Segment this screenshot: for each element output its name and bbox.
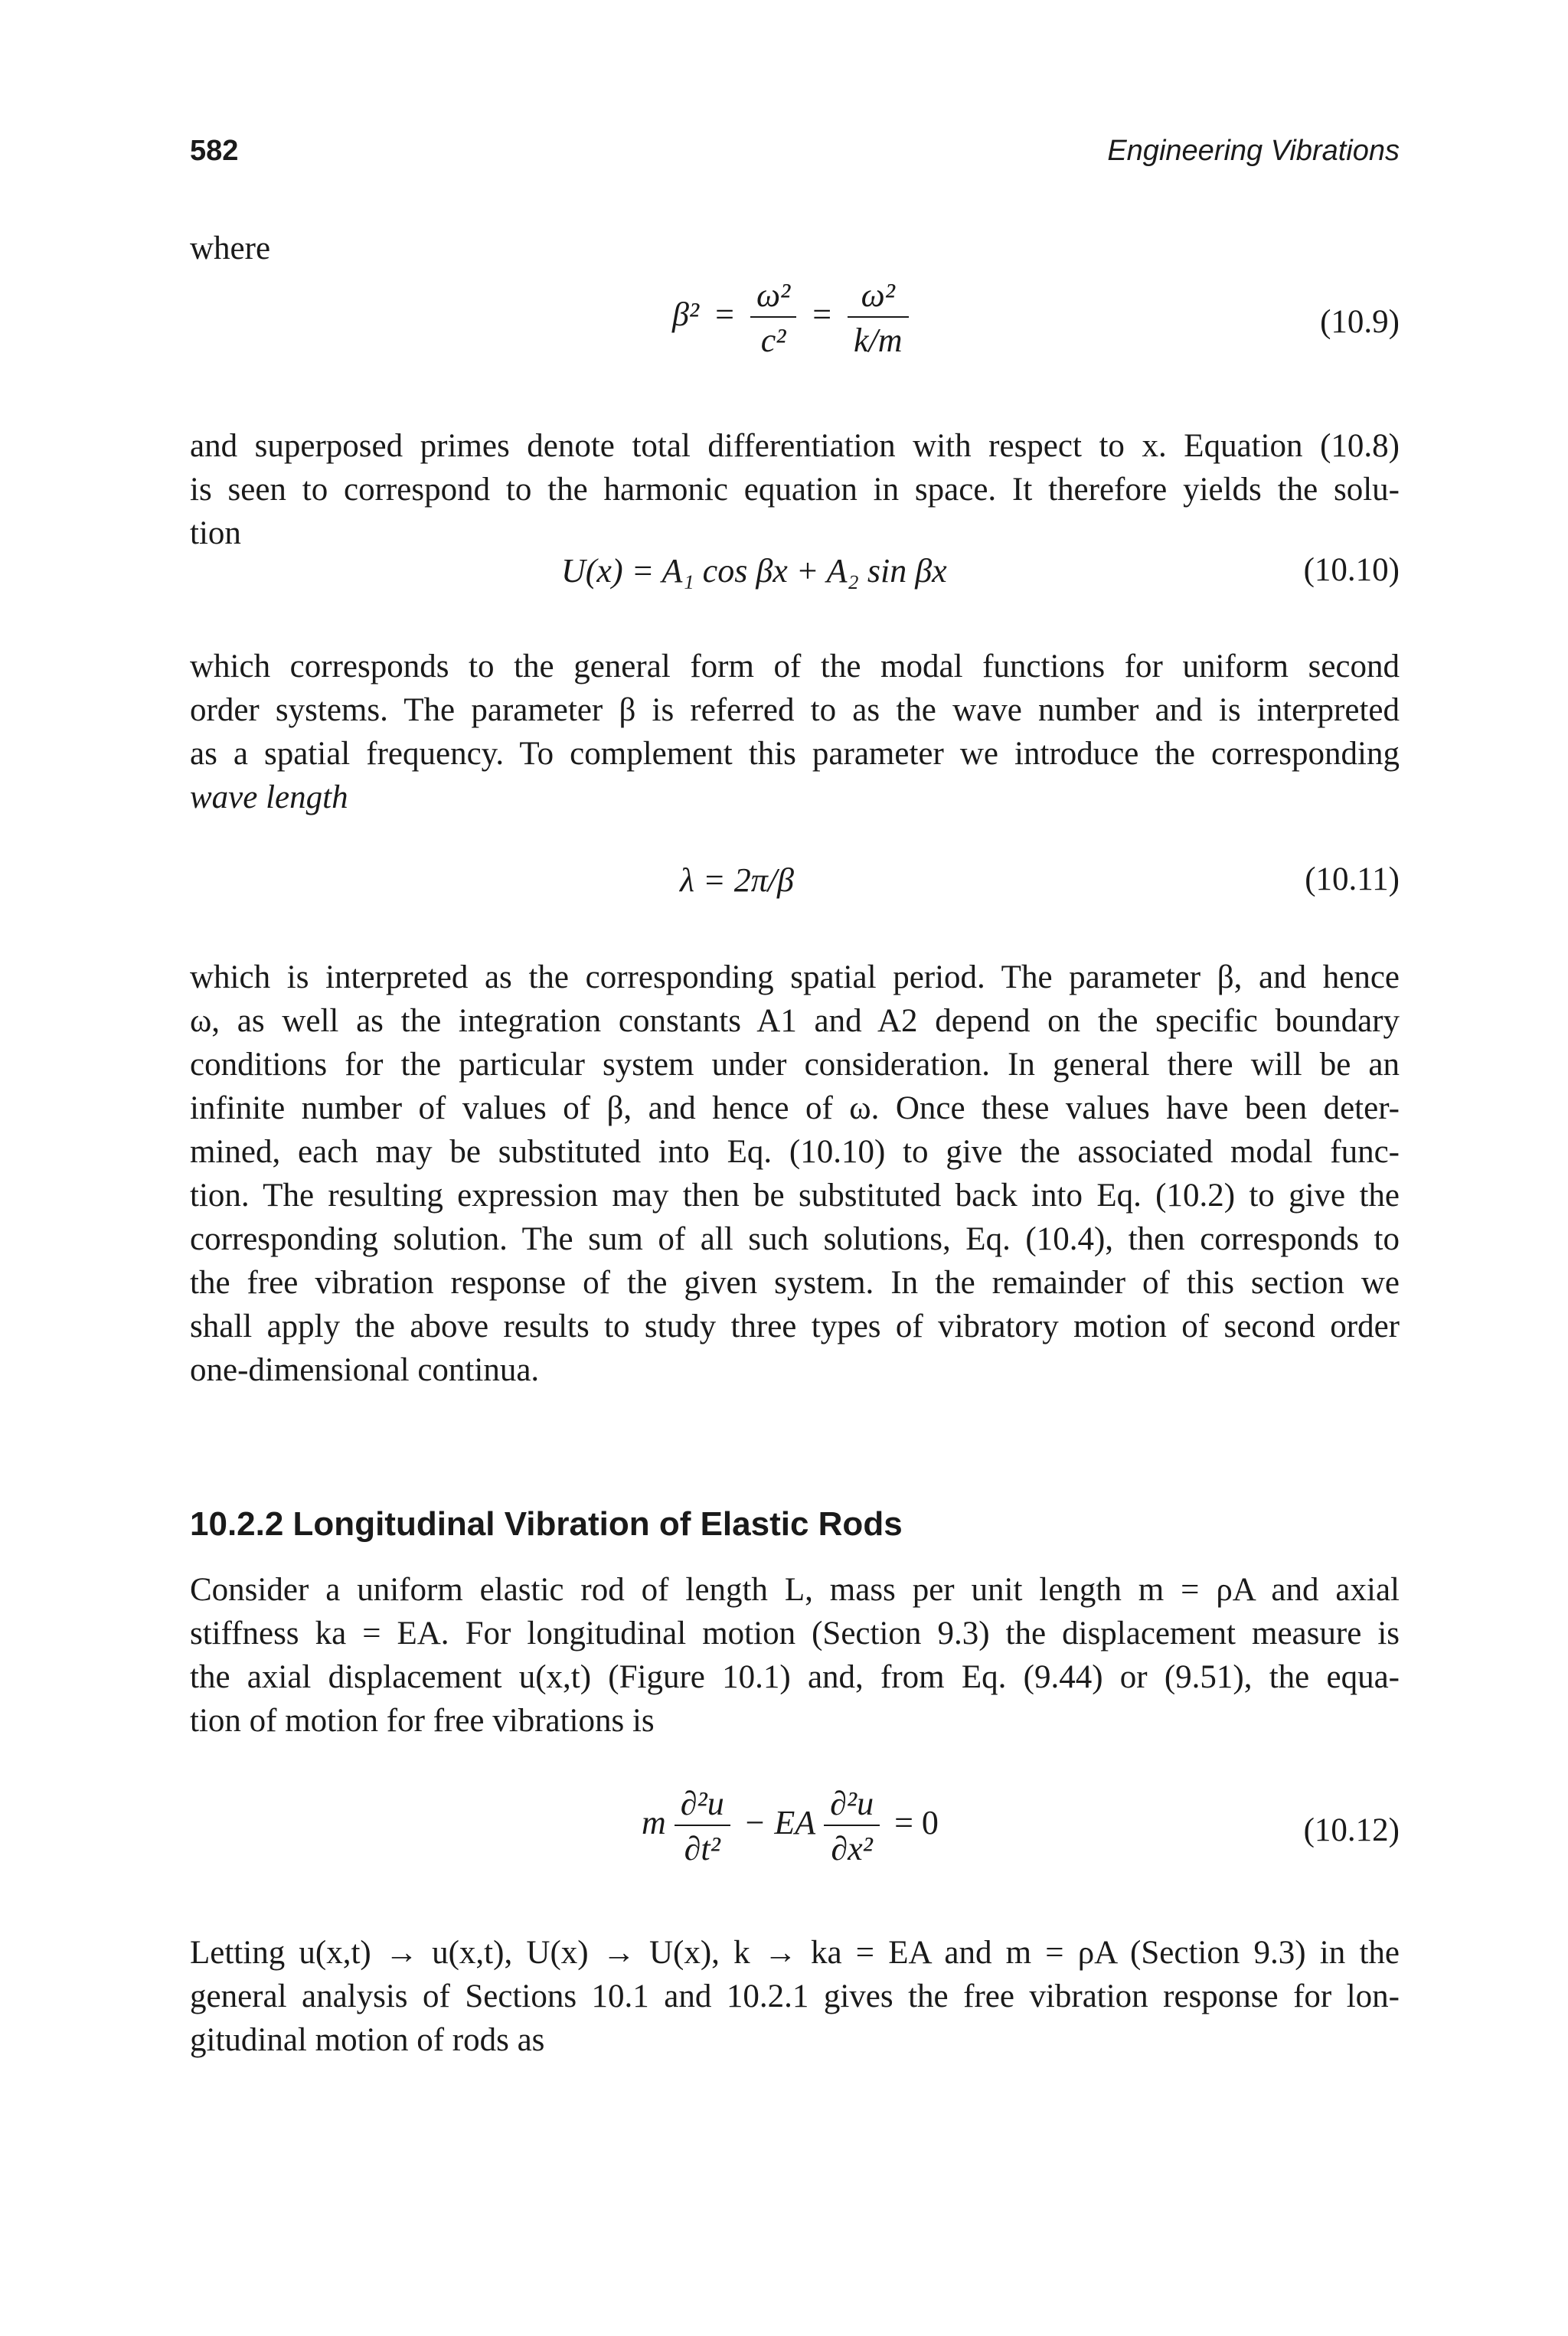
fraction-numerator: ∂²u — [830, 1785, 874, 1822]
text-line: stiffness ka = EA. For longitudinal motion (Section 9.3) the displacement measure is — [190, 1616, 1400, 1652]
equation-body — [642, 1784, 939, 1868]
text-line: one-dimensional continua. — [190, 1352, 540, 1388]
text-line: which corresponds to the general form of the modal functions for uniform second — [190, 649, 1400, 684]
text-line: the axial displacement u(x,t) (Figure 10.1) and, from Eq. (9.44) or (9.51), the equa- — [190, 1659, 1400, 1695]
fraction — [750, 276, 796, 360]
equation-lhs: β² — [672, 296, 700, 334]
fraction-numerator: ω² — [756, 276, 791, 314]
fraction-denominator: ∂t² — [684, 1830, 720, 1867]
page-header — [190, 135, 1400, 181]
equation-10-10 — [190, 551, 1400, 597]
text-line: and superposed primes denote total differentiation with respect to x. Equation (10.8) — [190, 428, 1400, 464]
text-line: Letting u(x,t) → u(x,t), U(x) → U(x), k → ka = EA and m = ρA (Section 9.3) in the — [190, 1935, 1400, 1971]
paragraph-1 — [190, 424, 1400, 555]
equation-body: U(x) = A₁ cos βx + A₂ sin βx — [561, 552, 947, 590]
equation-body: β² = $\frac{\text{ω²}}{\text{c²}}$ = $\frac{\text{ω²}}{k/m}$ — [672, 276, 909, 360]
equation-10-11 — [190, 861, 1400, 907]
text-line: which is interpreted as the corresponding spatial period. The parameter β, and hence — [190, 959, 1400, 995]
equation-term: − EA — [743, 1804, 816, 1842]
text-line: general analysis of Sections 10.1 and 10.2.1 gives the free vibration response for lon- — [190, 1978, 1400, 2014]
equation-term: = 0 — [894, 1804, 939, 1842]
text-line: infinite number of values of β, and hence of ω. Once these values have been deter- — [190, 1090, 1400, 1126]
text-line: tion — [190, 515, 241, 551]
text-line: shall apply the above results to study three types of vibratory motion of second order — [190, 1308, 1400, 1344]
text-line: is seen to correspond to the harmonic equation in space. It therefore yields the solu- — [190, 472, 1400, 508]
text-line: the free vibration response of the given system. In the remainder of this section we — [190, 1265, 1400, 1301]
text-line: tion of motion for free vibrations is — [190, 1703, 655, 1739]
fraction-denominator: k/m — [854, 322, 903, 359]
text-line: tion. The resulting expression may then be substituted back into Eq. (10.2) to give the — [190, 1178, 1400, 1214]
fraction-denominator: ∂x² — [831, 1830, 873, 1867]
paragraph-2 — [190, 645, 1400, 819]
fraction — [675, 1784, 730, 1868]
text-line: gitudinal motion of rods as — [190, 2022, 545, 2058]
equation-body: λ = 2π/β — [680, 861, 794, 899]
paragraph-where — [190, 227, 1400, 270]
equation-10-9 — [190, 276, 1400, 375]
paragraph-5 — [190, 1931, 1400, 2062]
paragraph-4 — [190, 1568, 1400, 1743]
fraction-numerator: ω² — [861, 276, 895, 314]
running-title: Engineering Vibrations — [1107, 135, 1400, 167]
fraction — [824, 1784, 880, 1868]
text-line: where — [190, 230, 271, 266]
text-line: mined, each may be substituted into Eq. (10.10) to give the associated modal func- — [190, 1134, 1400, 1170]
text-line: corresponding solution. The sum of all such solutions, Eq. (10.4), then corresponds to — [190, 1221, 1400, 1257]
equation-number: (10.11) — [1305, 861, 1400, 897]
equation-number: (10.12) — [1303, 1812, 1400, 1848]
section-heading: 10.2.2 Longitudinal Vibration of Elastic Rods — [190, 1505, 903, 1543]
text-line: Consider a uniform elastic rod of length L, mass per unit length m = ρA and axial — [190, 1572, 1400, 1608]
page-number: 582 — [190, 135, 239, 167]
text-line: order systems. The parameter β is referred to as the wave number and is interpreted — [190, 692, 1400, 728]
text-line: as a spatial frequency. To complement this parameter we introduce the corresponding — [190, 736, 1400, 772]
fraction — [848, 276, 909, 360]
fraction-numerator: ∂²u — [680, 1785, 724, 1822]
equation-10-12 — [190, 1784, 1400, 1884]
equation-number: (10.9) — [1320, 304, 1400, 340]
fraction-denominator: c² — [760, 322, 786, 359]
equation-term: m — [642, 1804, 666, 1842]
equation-number: (10.10) — [1303, 552, 1400, 588]
text-line: ω, as well as the integration constants A1 and A2 depend on the specific boundary — [190, 1003, 1400, 1039]
text-line: conditions for the particular system under consideration. In general there will be an — [190, 1047, 1400, 1083]
text-line: wave length — [190, 779, 348, 815]
paragraph-3 — [190, 956, 1400, 1392]
